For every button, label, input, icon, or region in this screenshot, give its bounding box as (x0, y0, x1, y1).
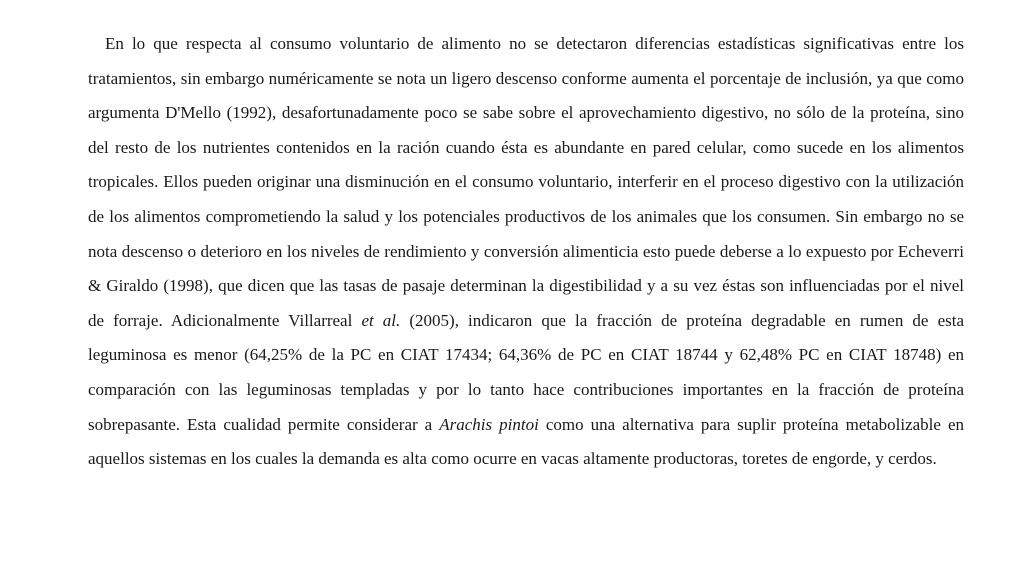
italic-term-species: Arachis pintoi (439, 414, 539, 434)
body-paragraph (88, 27, 964, 477)
italic-term-et-al: et al. (361, 310, 401, 330)
paragraph-text-part-2: (2005), indicaron que la fracción de proteína degradable en rumen de esta leguminosa es menor (64,25% de la PC en CIAT 17434; 64,36% de PC en CIAT 18744 y 62,48% PC en CIAT 18748) en comparación con las leguminosas templadas y por lo tanto hace contribuciones importantes en la fracción de proteína sobrepasante. Esta cualidad permite considerar a (88, 310, 964, 434)
paragraph-text-part-1: En lo que respecta al consumo voluntario de alimento no se detectaron diferencias estadísticas significativas entre los tratamientos, sin embargo numéricamente se nota un ligero descenso conforme aumenta el porcentaje de inclusión, ya que como argumenta D'Mello (1992), desafortunadamente poco se sabe sobre el aprovechamiento digestivo, no sólo de la proteína, sino del resto de los nutrientes contenidos en la ración cuando ésta es abundante en pared celular, como sucede en los alimentos tropicales. Ellos pueden originar una disminución en el consumo voluntario, interferir en el proceso digestivo con la utilización de los alimentos comprometiendo la salud y los potenciales productivos de los animales que los consumen. Sin embargo no se nota descenso o deterioro en los niveles de rendimiento y conversión alimenticia esto puede deberse a lo expuesto por Echeverri & Giraldo (1998), que dicen que las tasas de pasaje determinan la digestibilidad y a su vez éstas son influenciadas por el nivel de forraje. Adicionalmente Villarreal (88, 34, 964, 330)
paragraph-text-part-3: como una alternativa para suplir proteína metabolizable en aquellos sistemas en los cuales la demanda es alta como ocurre en vacas altamente productoras, toretes de engorde, y cerdos. (88, 414, 964, 469)
document-page (88, 27, 964, 477)
